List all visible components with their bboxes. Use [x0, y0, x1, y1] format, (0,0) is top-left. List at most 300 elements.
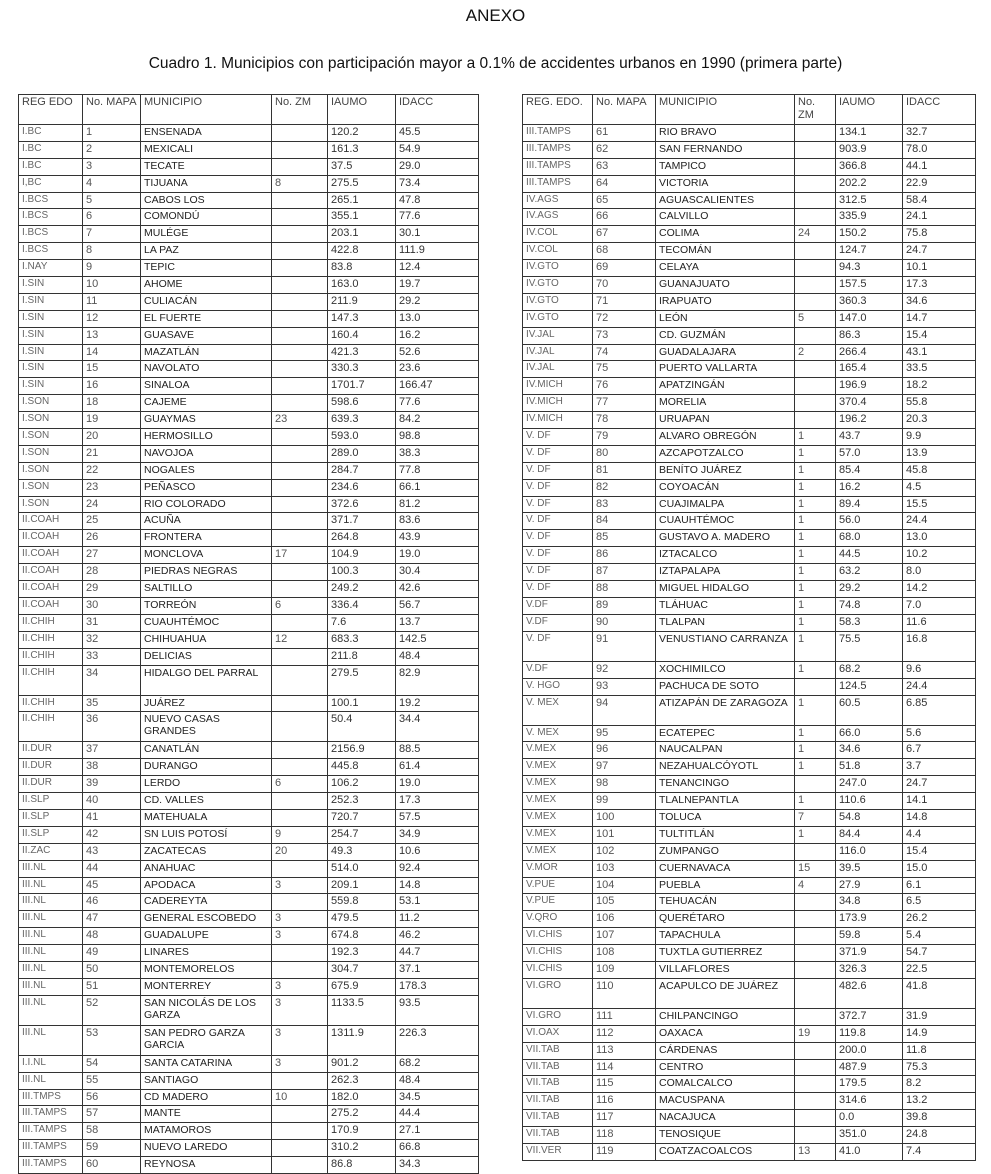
idacc-cell: 34.6 [903, 293, 976, 310]
no-mapa-cell: 20 [83, 429, 141, 446]
iaumo-cell: 0.0 [836, 1110, 903, 1127]
no-mapa-cell: 71 [593, 293, 656, 310]
reg-edo-cell: III.TAMPS [19, 1157, 83, 1174]
no-mapa-cell: 66 [593, 209, 656, 226]
no-mapa-cell: 24 [83, 496, 141, 513]
iaumo-cell: 34.8 [836, 894, 903, 911]
idacc-cell: 4.5 [903, 479, 976, 496]
no-zm-cell: 6 [272, 776, 328, 793]
idacc-cell: 6.5 [903, 894, 976, 911]
table-row [19, 759, 479, 776]
table-row [523, 581, 976, 598]
idacc-cell: 34.3 [396, 1157, 479, 1174]
idacc-cell: 5.4 [903, 928, 976, 945]
table-row [19, 860, 479, 877]
no-mapa-cell: 44 [83, 860, 141, 877]
table-row [523, 547, 976, 564]
municipio-cell: COYOACÁN [656, 479, 795, 496]
iaumo-cell: 479.5 [328, 911, 396, 928]
no-zm-cell [795, 1110, 836, 1127]
reg-edo-cell: VII.TAB [523, 1110, 593, 1127]
reg-edo-cell: V. DF [523, 530, 593, 547]
no-zm-cell [795, 843, 836, 860]
idacc-cell: 10.1 [903, 260, 976, 277]
reg-edo-cell: III.NL [19, 860, 83, 877]
table-row [19, 843, 479, 860]
table-row [523, 843, 976, 860]
no-mapa-cell: 6 [83, 209, 141, 226]
table-row [523, 661, 976, 678]
idacc-cell: 23.6 [396, 361, 479, 378]
municipio-cell: NAVOLATO [141, 361, 272, 378]
iaumo-cell: 104.9 [328, 547, 396, 564]
iaumo-cell: 66.0 [836, 725, 903, 742]
idacc-cell: 29.0 [396, 158, 479, 175]
no-mapa-cell: 3 [83, 158, 141, 175]
table-row [523, 1143, 976, 1160]
no-mapa-cell: 113 [593, 1042, 656, 1059]
municipios-table-right [522, 94, 976, 1161]
reg-edo-cell: IV.GTO [523, 260, 593, 277]
no-mapa-cell: 79 [593, 429, 656, 446]
no-zm-cell: 1 [795, 826, 836, 843]
no-zm-cell: 7 [795, 809, 836, 826]
table-row [19, 412, 479, 429]
idacc-cell: 78.0 [903, 141, 976, 158]
reg-edo-cell: VII.TAB [523, 1093, 593, 1110]
table-row [523, 395, 976, 412]
idacc-cell: 24.7 [903, 776, 976, 793]
no-zm-cell [272, 496, 328, 513]
idacc-cell: 19.7 [396, 277, 479, 294]
idacc-cell: 8.0 [903, 564, 976, 581]
table-row [19, 826, 479, 843]
municipio-cell: IZTAPALAPA [656, 564, 795, 581]
no-mapa-cell: 99 [593, 793, 656, 810]
reg-edo-cell: I.SIN [19, 277, 83, 294]
table-row [19, 395, 479, 412]
municipio-cell: IZTACALCO [656, 547, 795, 564]
iaumo-cell: 196.9 [836, 378, 903, 395]
table-row [19, 1106, 479, 1123]
iaumo-cell: 63.2 [836, 564, 903, 581]
table-row [523, 260, 976, 277]
iaumo-cell: 134.1 [836, 125, 903, 142]
no-mapa-cell: 68 [593, 243, 656, 260]
no-zm-cell [272, 395, 328, 412]
municipio-cell: CÁRDENAS [656, 1042, 795, 1059]
no-zm-cell: 13 [795, 1143, 836, 1160]
col-header-idacc: IDACC [903, 95, 976, 125]
idacc-cell: 12.4 [396, 260, 479, 277]
iaumo-cell: 901.2 [328, 1055, 396, 1072]
iaumo-cell: 83.8 [328, 260, 396, 277]
no-mapa-cell: 37 [83, 742, 141, 759]
idacc-cell: 82.9 [396, 665, 479, 695]
table-row [19, 327, 479, 344]
no-mapa-cell: 100 [593, 809, 656, 826]
no-mapa-cell: 97 [593, 759, 656, 776]
no-mapa-cell: 90 [593, 614, 656, 631]
no-mapa-cell: 82 [593, 479, 656, 496]
reg-edo-cell: V.MEX [523, 759, 593, 776]
reg-edo-cell: VI.CHIS [523, 945, 593, 962]
idacc-cell: 13.0 [903, 530, 976, 547]
no-zm-cell: 1 [795, 759, 836, 776]
no-zm-cell: 1 [795, 695, 836, 725]
no-mapa-cell: 64 [593, 175, 656, 192]
table-row [19, 209, 479, 226]
municipio-cell: VICTORIA [656, 175, 795, 192]
no-zm-cell [272, 141, 328, 158]
no-zm-cell [795, 175, 836, 192]
idacc-cell: 14.2 [903, 581, 976, 598]
table-row [523, 412, 976, 429]
municipio-cell: FRONTERA [141, 530, 272, 547]
table-row [19, 192, 479, 209]
reg-edo-cell: III.NL [19, 911, 83, 928]
table-row [19, 1123, 479, 1140]
municipio-cell: OAXACA [656, 1025, 795, 1042]
no-zm-cell [272, 513, 328, 530]
iaumo-cell: 106.2 [328, 776, 396, 793]
col-header-municipio: MUNICIPIO [656, 95, 795, 125]
idacc-cell: 32.7 [903, 125, 976, 142]
municipio-cell: RIO COLORADO [141, 496, 272, 513]
no-mapa-cell: 86 [593, 547, 656, 564]
no-mapa-cell: 106 [593, 911, 656, 928]
municipio-cell: GUADALAJARA [656, 344, 795, 361]
reg-edo-cell: I.BCS [19, 243, 83, 260]
reg-edo-cell: V. DF [523, 513, 593, 530]
iaumo-cell: 116.0 [836, 843, 903, 860]
reg-edo-cell: I.SIN [19, 378, 83, 395]
no-zm-cell [272, 1157, 328, 1174]
iaumo-cell: 371.7 [328, 513, 396, 530]
no-mapa-cell: 67 [593, 226, 656, 243]
iaumo-cell: 119.8 [836, 1025, 903, 1042]
no-zm-cell [272, 712, 328, 742]
reg-edo-cell: VI.CHIS [523, 928, 593, 945]
reg-edo-cell: VI.OAX [523, 1025, 593, 1042]
no-zm-cell [272, 327, 328, 344]
idacc-cell: 16.2 [396, 327, 479, 344]
no-zm-cell [272, 581, 328, 598]
no-zm-cell [795, 277, 836, 294]
table-row [19, 496, 479, 513]
no-mapa-cell: 56 [83, 1089, 141, 1106]
idacc-cell: 68.2 [396, 1055, 479, 1072]
municipio-cell: CD MADERO [141, 1089, 272, 1106]
municipio-cell: CANATLÁN [141, 742, 272, 759]
iaumo-cell: 355.1 [328, 209, 396, 226]
no-mapa-cell: 105 [593, 894, 656, 911]
municipio-cell: VENUSTIANO CARRANZA [656, 631, 795, 661]
municipio-cell: MATAMOROS [141, 1123, 272, 1140]
idacc-cell: 6.7 [903, 742, 976, 759]
reg-edo-cell: IV.JAL [523, 327, 593, 344]
no-mapa-cell: 35 [83, 695, 141, 712]
table-row [523, 564, 976, 581]
idacc-cell: 33.5 [903, 361, 976, 378]
no-mapa-cell: 38 [83, 759, 141, 776]
no-mapa-cell: 119 [593, 1143, 656, 1160]
idacc-cell: 77.6 [396, 209, 479, 226]
municipio-cell: HIDALGO DEL PARRAL [141, 665, 272, 695]
table-row [19, 429, 479, 446]
reg-edo-cell: III.TAMPS [523, 141, 593, 158]
no-zm-cell: 10 [272, 1089, 328, 1106]
table-row [523, 695, 976, 725]
reg-edo-cell: V.QRO [523, 911, 593, 928]
no-mapa-cell: 115 [593, 1076, 656, 1093]
iaumo-cell: 335.9 [836, 209, 903, 226]
no-zm-cell [272, 226, 328, 243]
no-zm-cell [272, 961, 328, 978]
idacc-cell: 42.6 [396, 581, 479, 598]
reg-edo-cell: I.SIN [19, 293, 83, 310]
municipio-cell: SINALOA [141, 378, 272, 395]
table-row [19, 1025, 479, 1055]
iaumo-cell: 351.0 [836, 1127, 903, 1144]
no-zm-cell [272, 809, 328, 826]
idacc-cell: 17.3 [396, 793, 479, 810]
table-row [523, 226, 976, 243]
municipio-cell: NEZAHUALCÓYOTL [656, 759, 795, 776]
reg-edo-cell: IV.AGS [523, 192, 593, 209]
reg-edo-cell: I.SON [19, 412, 83, 429]
table-row [19, 1157, 479, 1174]
reg-edo-cell: III.NL [19, 978, 83, 995]
municipio-cell: HERMOSILLO [141, 429, 272, 446]
no-zm-cell: 1 [795, 513, 836, 530]
iaumo-cell: 314.6 [836, 1093, 903, 1110]
table-row [19, 597, 479, 614]
idacc-cell: 9.6 [903, 661, 976, 678]
no-zm-cell: 1 [795, 547, 836, 564]
idacc-cell: 4.4 [903, 826, 976, 843]
idacc-cell: 15.5 [903, 496, 976, 513]
municipio-cell: LINARES [141, 945, 272, 962]
municipio-cell: SAN NICOLÁS DE LOS GARZA [141, 995, 272, 1025]
iaumo-cell: 275.2 [328, 1106, 396, 1123]
no-zm-cell [272, 945, 328, 962]
reg-edo-cell: I.NAY [19, 260, 83, 277]
idacc-cell: 58.4 [903, 192, 976, 209]
no-mapa-cell: 73 [593, 327, 656, 344]
idacc-cell: 92.4 [396, 860, 479, 877]
municipio-cell: QUERÉTARO [656, 911, 795, 928]
iaumo-cell: 54.8 [836, 809, 903, 826]
no-zm-cell: 4 [795, 877, 836, 894]
iaumo-cell: 683.3 [328, 631, 396, 648]
municipio-cell: TUXTLA GUTIERREZ [656, 945, 795, 962]
iaumo-cell: 211.8 [328, 648, 396, 665]
no-zm-cell: 3 [272, 911, 328, 928]
idacc-cell: 13.2 [903, 1093, 976, 1110]
municipios-table-left [18, 94, 479, 1174]
table-row [523, 513, 976, 530]
table-row [523, 826, 976, 843]
no-zm-cell [795, 378, 836, 395]
idacc-cell: 19.0 [396, 547, 479, 564]
no-mapa-cell: 118 [593, 1127, 656, 1144]
no-mapa-cell: 40 [83, 793, 141, 810]
no-zm-cell [795, 395, 836, 412]
no-mapa-cell: 2 [83, 141, 141, 158]
no-zm-cell: 1 [795, 581, 836, 598]
no-zm-cell: 1 [795, 725, 836, 742]
table-caption: Cuadro 1. Municipios con participación mayor a 0.1% de accidentes urbanos en 1990 (primera parte) [148, 55, 843, 72]
municipio-cell: CELAYA [656, 260, 795, 277]
table-row [523, 496, 976, 513]
reg-edo-cell: VII.TAB [523, 1042, 593, 1059]
table-row [19, 344, 479, 361]
no-zm-cell: 15 [795, 860, 836, 877]
reg-edo-cell: V. MEX [523, 695, 593, 725]
municipio-cell: MAZATLÁN [141, 344, 272, 361]
iaumo-cell: 179.5 [836, 1076, 903, 1093]
table-row [523, 1076, 976, 1093]
no-zm-cell: 3 [272, 877, 328, 894]
col-header-no-mapa: No. MAPA [593, 95, 656, 125]
municipio-cell: MATEHUALA [141, 809, 272, 826]
col-header-no-zm: No. ZM [272, 95, 328, 125]
reg-edo-cell: I.SIN [19, 344, 83, 361]
municipio-cell: ZUMPANGO [656, 843, 795, 860]
no-zm-cell [795, 961, 836, 978]
iaumo-cell: 89.4 [836, 496, 903, 513]
idacc-cell: 44.7 [396, 945, 479, 962]
municipio-cell: DELICIAS [141, 648, 272, 665]
no-mapa-cell: 42 [83, 826, 141, 843]
table-row [523, 1025, 976, 1042]
no-zm-cell [272, 125, 328, 142]
no-mapa-cell: 14 [83, 344, 141, 361]
table-row [19, 530, 479, 547]
no-mapa-cell: 84 [593, 513, 656, 530]
reg-edo-cell: III.TAMPS [19, 1123, 83, 1140]
iaumo-cell: 366.8 [836, 158, 903, 175]
iaumo-cell: 211.9 [328, 293, 396, 310]
municipio-cell: TOLUCA [656, 809, 795, 826]
iaumo-cell: 312.5 [836, 192, 903, 209]
table-row [523, 462, 976, 479]
municipio-cell: RIO BRAVO [656, 125, 795, 142]
no-mapa-cell: 21 [83, 445, 141, 462]
idacc-cell: 66.8 [396, 1140, 479, 1157]
no-mapa-cell: 1 [83, 125, 141, 142]
reg-edo-cell: I.BCS [19, 209, 83, 226]
municipio-cell: AZCAPOTZALCO [656, 445, 795, 462]
no-mapa-cell: 88 [593, 581, 656, 598]
idacc-cell: 41.8 [903, 978, 976, 1008]
table-row [523, 243, 976, 260]
reg-edo-cell: I.SON [19, 479, 83, 496]
idacc-cell: 14.8 [903, 809, 976, 826]
idacc-cell: 14.7 [903, 310, 976, 327]
iaumo-cell: 674.8 [328, 928, 396, 945]
reg-edo-cell: III.NL [19, 1025, 83, 1055]
no-zm-cell [795, 1042, 836, 1059]
iaumo-cell: 124.5 [836, 678, 903, 695]
iaumo-cell: 51.8 [836, 759, 903, 776]
municipio-cell: PUEBLA [656, 877, 795, 894]
no-mapa-cell: 12 [83, 310, 141, 327]
idacc-cell: 8.2 [903, 1076, 976, 1093]
idacc-cell: 47.8 [396, 192, 479, 209]
no-zm-cell [795, 125, 836, 142]
table-row [19, 961, 479, 978]
reg-edo-cell: VII.TAB [523, 1059, 593, 1076]
no-mapa-cell: 72 [593, 310, 656, 327]
no-mapa-cell: 110 [593, 978, 656, 1008]
no-zm-cell: 2 [795, 344, 836, 361]
no-mapa-cell: 85 [593, 530, 656, 547]
no-zm-cell: 1 [795, 445, 836, 462]
iaumo-cell: 147.3 [328, 310, 396, 327]
no-mapa-cell: 91 [593, 631, 656, 661]
municipio-cell: APATZINGÁN [656, 378, 795, 395]
no-zm-cell: 8 [272, 175, 328, 192]
idacc-cell: 24.4 [903, 678, 976, 695]
reg-edo-cell: II.SLP [19, 826, 83, 843]
idacc-cell: 38.3 [396, 445, 479, 462]
no-zm-cell [272, 479, 328, 496]
table-row [19, 928, 479, 945]
no-zm-cell [272, 445, 328, 462]
iaumo-cell: 165.4 [836, 361, 903, 378]
municipio-cell: LA PAZ [141, 243, 272, 260]
reg-edo-cell: V.MEX [523, 826, 593, 843]
no-zm-cell: 1 [795, 564, 836, 581]
municipio-cell: TAPACHULA [656, 928, 795, 945]
idacc-cell: 73.4 [396, 175, 479, 192]
idacc-cell: 34.9 [396, 826, 479, 843]
table-row [19, 978, 479, 995]
iaumo-cell: 254.7 [328, 826, 396, 843]
municipio-cell: VILLAFLORES [656, 961, 795, 978]
idacc-cell: 10.2 [903, 547, 976, 564]
no-mapa-cell: 59 [83, 1140, 141, 1157]
no-mapa-cell: 76 [593, 378, 656, 395]
municipio-cell: GUAYMAS [141, 412, 272, 429]
iaumo-cell: 514.0 [328, 860, 396, 877]
reg-edo-cell: II.COAH [19, 597, 83, 614]
municipio-cell: LERDO [141, 776, 272, 793]
no-zm-cell [795, 141, 836, 158]
iaumo-cell: 247.0 [836, 776, 903, 793]
municipio-cell: PEÑASCO [141, 479, 272, 496]
no-zm-cell: 1 [795, 597, 836, 614]
idacc-cell: 24.4 [903, 513, 976, 530]
reg-edo-cell: III.NL [19, 894, 83, 911]
no-zm-cell [272, 1072, 328, 1089]
municipio-cell: COMONDÚ [141, 209, 272, 226]
municipio-cell: MORELIA [656, 395, 795, 412]
municipio-cell: CAJEME [141, 395, 272, 412]
iaumo-cell: 371.9 [836, 945, 903, 962]
iaumo-cell: 59.8 [836, 928, 903, 945]
no-zm-cell [795, 293, 836, 310]
no-mapa-cell: 11 [83, 293, 141, 310]
municipio-cell: NACAJUCA [656, 1110, 795, 1127]
municipio-cell: GENERAL ESCOBEDO [141, 911, 272, 928]
no-zm-cell [795, 1093, 836, 1110]
idacc-cell: 48.4 [396, 648, 479, 665]
idacc-cell: 81.2 [396, 496, 479, 513]
municipio-cell: IRAPUATO [656, 293, 795, 310]
